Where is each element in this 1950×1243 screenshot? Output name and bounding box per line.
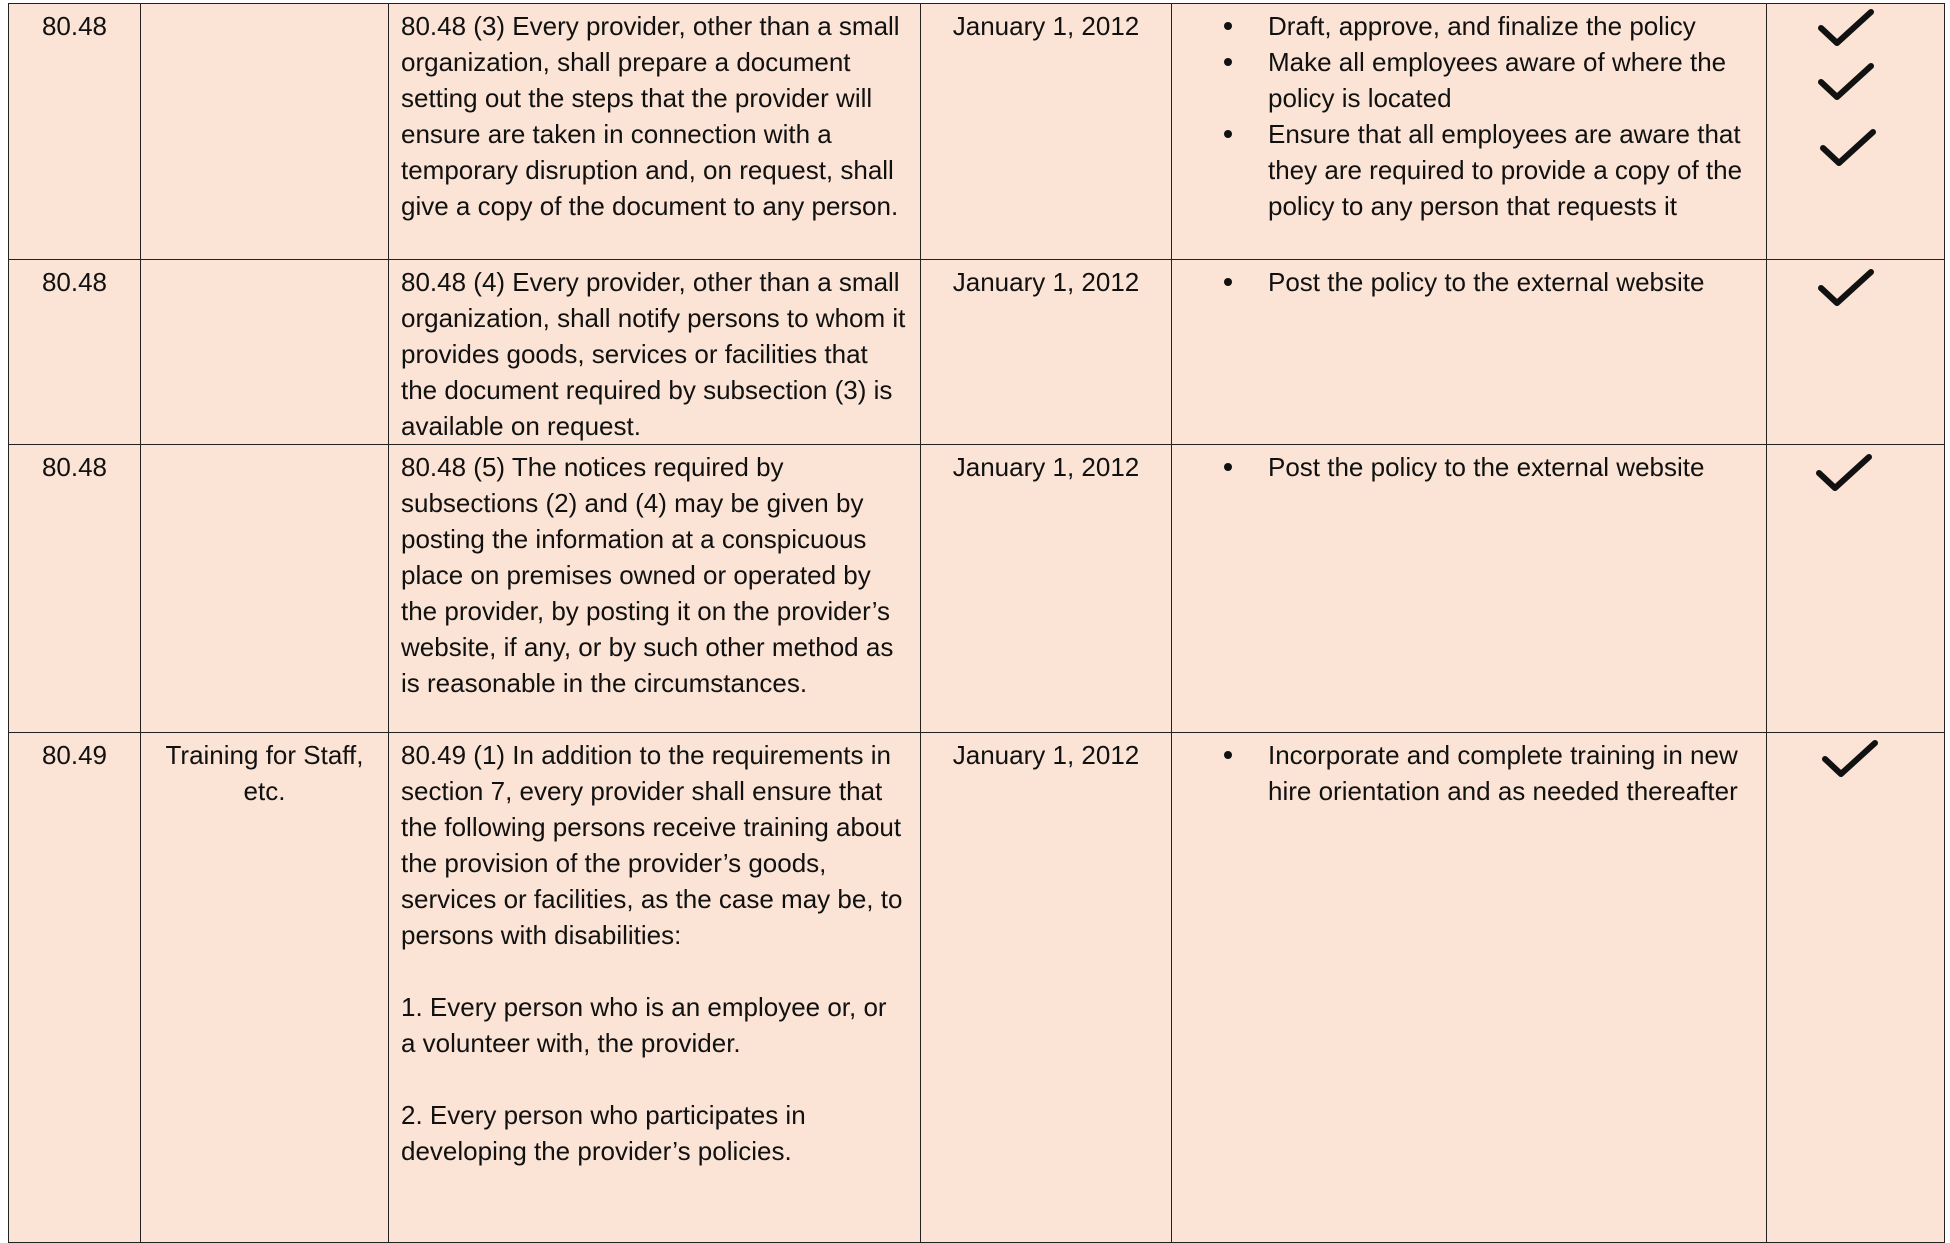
title-cell: Training for Staff, etc. xyxy=(141,733,389,1243)
date-cell: January 1, 2012 xyxy=(921,260,1172,445)
title-cell xyxy=(141,260,389,445)
table-row xyxy=(9,733,1945,1243)
requirement-text: 80.48 (4) Every provider, other than a small organization, shall notify persons to whom it provides goods, services or facilities that the document required by subsection (3) is available on request. xyxy=(401,267,906,441)
requirements-table xyxy=(8,3,1945,1243)
checkmark-icon xyxy=(1815,453,1873,493)
action-list xyxy=(1224,449,1754,485)
checkmark-icon xyxy=(1821,739,1879,779)
table-row xyxy=(9,260,1945,445)
table-row xyxy=(9,4,1945,260)
action-item: Draft, approve, and finalize the policy xyxy=(1224,8,1754,44)
section-cell: 80.48 xyxy=(9,445,141,733)
section-cell: 80.48 xyxy=(9,4,141,260)
checkmark-icon xyxy=(1819,128,1877,168)
check-cell xyxy=(1767,4,1945,260)
requirement-cell xyxy=(389,260,921,445)
date-cell: January 1, 2012 xyxy=(921,733,1172,1243)
actions-cell xyxy=(1172,733,1767,1243)
requirement-cell xyxy=(389,4,921,260)
check-cell xyxy=(1767,733,1945,1243)
actions-cell xyxy=(1172,445,1767,733)
requirement-text: 1. Every person who is an employee or, or a volunteer with, the provider. xyxy=(401,992,887,1058)
section-cell: 80.49 xyxy=(9,733,141,1243)
action-list xyxy=(1224,737,1754,809)
requirement-cell xyxy=(389,733,921,1243)
checkmark-icon xyxy=(1817,62,1875,102)
checkmark-icon xyxy=(1817,268,1875,308)
check-cell xyxy=(1767,260,1945,445)
requirement-text: 2. Every person who participates in developing the provider’s policies. xyxy=(401,1100,806,1166)
requirement-text: 80.48 (3) Every provider, other than a small organization, shall prepare a document setting out the steps that the provider will ensure are taken in connection with a temporary disruption and, on request, shall give a copy of the document to any person. xyxy=(401,11,900,221)
action-list xyxy=(1224,8,1754,224)
checkmark-icon xyxy=(1817,8,1875,48)
section-cell: 80.48 xyxy=(9,260,141,445)
requirement-text: 80.49 (1) In addition to the requirements in section 7, every provider shall ensure that the following persons receive training about the provision of the provider’s goods, services or facilities, as the case may be, to persons with disabilities: xyxy=(401,740,903,950)
date-cell: January 1, 2012 xyxy=(921,445,1172,733)
date-cell: January 1, 2012 xyxy=(921,4,1172,260)
title-cell xyxy=(141,4,389,260)
action-item: Incorporate and complete training in new hire orientation and as needed thereafter xyxy=(1224,737,1754,809)
action-item: Post the policy to the external website xyxy=(1224,264,1754,300)
requirement-cell xyxy=(389,445,921,733)
action-item: Ensure that all employees are aware that they are required to provide a copy of the policy to any person that requests it xyxy=(1224,116,1754,224)
action-item: Make all employees aware of where the policy is located xyxy=(1224,44,1754,116)
title-cell xyxy=(141,445,389,733)
check-cell xyxy=(1767,445,1945,733)
requirement-text: 80.48 (5) The notices required by subsections (2) and (4) may be given by posting the information at a conspicuous place on premises owned or operated by the provider, by posting it on the provider’s website, if any, or by such other method as is reasonable in the circumstances. xyxy=(401,452,894,698)
table-body xyxy=(9,4,1945,1243)
action-list xyxy=(1224,264,1754,300)
actions-cell xyxy=(1172,4,1767,260)
action-item: Post the policy to the external website xyxy=(1224,449,1754,485)
actions-cell xyxy=(1172,260,1767,445)
table-row xyxy=(9,445,1945,733)
